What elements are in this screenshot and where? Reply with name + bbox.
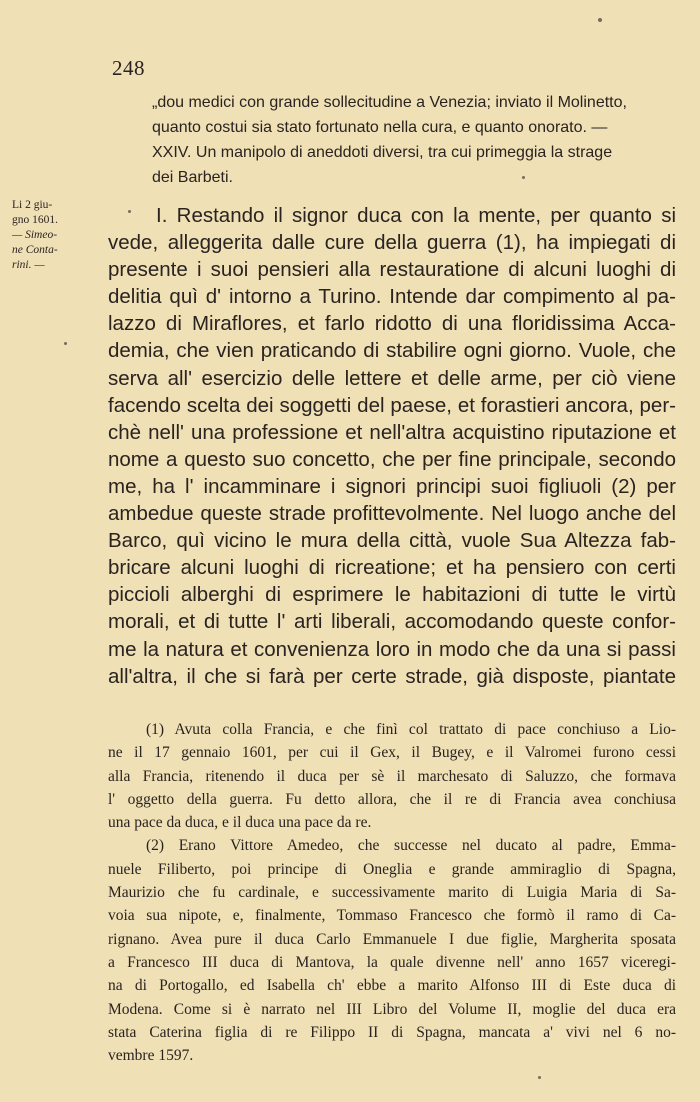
body-line: I. Restando il signor duca con la mente, per quanto si xyxy=(156,204,676,227)
footnote-line: (1) Avuta colla Francia, e che finì col trattato di pace conchiuso a Lio- xyxy=(146,721,676,738)
body-line: chè nell' una professione et nell'altra acquistino riputazione et xyxy=(108,420,676,444)
body-line: all'altra, il che si farà per certe strade, già disposte, piantate xyxy=(108,664,676,688)
footnote-line: l' oggetto della guerra. Fu detto allora, che il re di Francia avea conchiusa xyxy=(108,790,676,808)
footnotes xyxy=(108,718,676,1067)
footnote-line: Modena. Come si è narrato nel III Libro del Volume II, moglie del duca era xyxy=(108,1000,676,1018)
chapter-summary xyxy=(152,90,678,190)
footnote-line: Maurizio che fu cardinale, e successivamente marito di Luigia Maria di Sa- xyxy=(108,884,676,902)
body-line: piccioli alberghi di esprimere le habitazioni di tutte le virtù xyxy=(108,583,676,607)
body-line: bricare alcuni luoghi di ricreatione; et ha pensiero con certi xyxy=(108,556,676,580)
footnote-line: ne il 17 gennaio 1601, per cui il Gex, il Bugey, e il Valromei furono cessi xyxy=(108,744,676,762)
paper-speck xyxy=(598,18,602,22)
body-line: demia, che vien praticando di stabilire ogni giorno. Vuole, che xyxy=(108,339,676,363)
body-line: lazzo di Miraflores, et farlo ridotto di una floridissima Acca- xyxy=(108,312,676,336)
footnote-line: stata Caterina figlia di re Filippo II di Spagna, mancata a' vivi nel 6 no- xyxy=(108,1023,676,1041)
body-line: ambedue queste strade profittevolmente. Nel luogo anche del xyxy=(108,502,676,526)
footnote-line: a Francesco III duca di Mantova, la quale divenne nell' anno 1657 viceregi- xyxy=(108,953,676,971)
paper-speck xyxy=(522,176,525,179)
summary-line: quanto costui sia stato fortunato nella cura, e quanto onorato. — xyxy=(152,119,608,136)
page-number: 248 xyxy=(112,56,145,80)
footnote-line: una pace da duca, e il duca una pace da re. xyxy=(108,814,372,832)
body-line: presente i suoi pensieri alla restauratione di alcuni luoghi di xyxy=(108,258,676,282)
body-line: vede, alleggerita dalle cure della guerra (1), ha impiegati di xyxy=(108,231,676,255)
summary-line: XXIV. Un manipolo di aneddoti diversi, tra cui primeggia la strage xyxy=(152,144,613,161)
margin-note-line: — Simeo- xyxy=(12,229,58,241)
body-line: Barco, quì vicino le mura della città, vuole Sua Altezza fab- xyxy=(108,529,676,553)
footnote-line: (2) Erano Vittore Amedeo, che successe nel ducato al padre, Emma- xyxy=(146,837,676,855)
body-line: serva all' esercizio delle lettere et delle arme, per ciò viene xyxy=(108,366,676,390)
body-line: facendo scelta dei soggetti del paese, et forastieri ancora, per- xyxy=(108,393,676,417)
footnote-line: vembre 1597. xyxy=(108,1047,194,1065)
summary-line: dei Barbeti. xyxy=(152,169,233,186)
footnote-line: nuele Filiberto, poi principe di Oneglia e grande ammiraglio di Spagna, xyxy=(108,860,676,878)
margin-note-line: Li 2 giu- xyxy=(12,199,53,211)
footnote-line: voia sua nipote, e, finalmente, Tommaso Francesco che formò il ramo di Ca- xyxy=(108,907,676,925)
margin-note-line: gno 1601. xyxy=(12,214,58,226)
body-line: me, ha l' incamminare i signori principi suoi figliuoli (2) per xyxy=(108,474,676,498)
margin-note-line: ne Conta- xyxy=(12,244,58,256)
footnote-line: alla Francia, ritenendo il duca per sè il marchesato di Saluzzo, che formava xyxy=(108,767,676,785)
body-line: morali, et di tutte l' arti liberali, accomodando queste confor- xyxy=(108,610,676,634)
body-line: nome a questo suo concetto, che per fine principale, secondo xyxy=(108,447,676,471)
body-line: delitia quì d' intorno a Turino. Intende dar compimento al pa- xyxy=(108,285,676,309)
paper-speck xyxy=(64,342,67,345)
paper-speck xyxy=(128,210,131,213)
footnote-line: na di Portogallo, ed Isabella ch' ebbe a marito Alfonso III di Este duca di xyxy=(108,977,676,995)
paper-speck xyxy=(538,1076,541,1079)
body-text xyxy=(108,202,676,690)
summary-line: „dou medici con grande sollecitudine a Venezia; inviato il Molinetto, xyxy=(152,94,627,111)
margin-note xyxy=(12,198,94,273)
body-line: me la natura et convenienza loro in modo che da una si passi xyxy=(108,637,676,661)
footnote-line: rignano. Avea pure il duca Carlo Emmanuele I due figlie, Margherita sposata xyxy=(108,930,676,948)
margin-note-line: rini. — xyxy=(12,259,45,271)
